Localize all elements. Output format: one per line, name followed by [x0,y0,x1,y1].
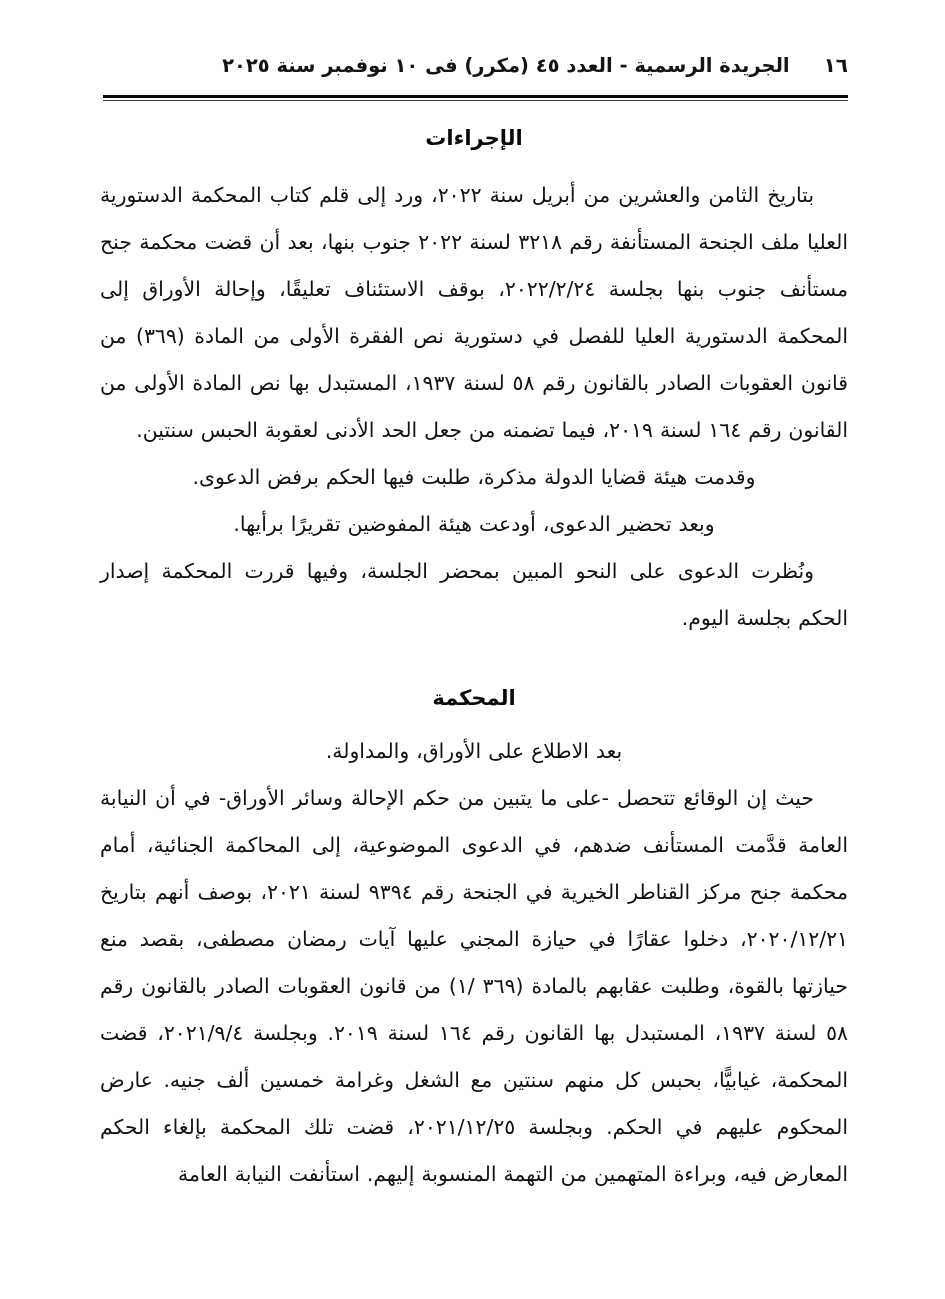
paragraph-procedures-2: وقدمت هيئة قضايا الدولة مذكرة، طلبت فيها الحكم برفض الدعوى. [192,465,756,489]
page-number: ١٦ [823,53,848,77]
paragraph-court-1: بعد الاطلاع على الأوراق، والمداولة. [325,739,623,763]
header-divider-rule [103,95,848,98]
section-heading-court: المحكمة [432,686,516,710]
gazette-issue-line: الجريدة الرسمية - العدد ٤٥ (مكرر) فى ١٠ نوفمبر سنة ٢٠٢٥ [222,53,790,77]
paragraph-procedures-3: وبعد تحضير الدعوى، أودعت هيئة المفوضين تقريرًا برأيها. [233,512,715,536]
document-body [100,118,848,1198]
section-heading-procedures: الإجراءات [425,126,523,150]
paragraph-procedures-4: ونُظرت الدعوى على النحو المبين بمحضر الجلسة، وفيها قررت المحكمة إصدار الحكم بجلسة اليوم. [100,559,848,630]
running-head [103,48,848,82]
paragraph-procedures-1: بتاريخ الثامن والعشرين من أبريل سنة ٢٠٢٢، ورد إلى قلم كتاب المحكمة الدستورية العليا ملف الجنحة المستأنفة رقم ٣٢١٨ لسنة ٢٠٢٢ جنوب بنها، بعد أن قضت محكمة جنح مستأنف جنوب بنها بجلسة ٢٠٢٢/٢/٢٤، بوقف الاستئناف تعليقًا، وإحالة الأوراق إلى المحكمة الدستورية العليا للفصل في دستورية نص الفقرة الأولى من المادة (٣٦٩) من قانون العقوبات الصادر بالقانون رقم ٥٨ لسنة ١٩٣٧، المستبدل بها نص المادة الأولى من القانون رقم ١٦٤ لسنة ٢٠١٩، فيما تضمنه من جعل الحد الأدنى لعقوبة الحبس سنتين. [100,183,849,442]
page-content-area [97,0,848,1299]
paragraph-court-2: حيث إن الوقائع تتحصل -على ما يتبين من حكم الإحالة وسائر الأوراق- في أن النيابة العامة قدَّمت المستأنف ضدهم، في الدعوى الموضوعية، إلى المحاكمة الجنائية، أمام محكمة جنح مركز القناطر الخيرية في الجنحة رقم ٩٣٩٤ لسنة ٢٠٢١، بوصف أنهم بتاريخ ٢٠٢٠/١٢/٢١، دخلوا عقارًا في حيازة المجني عليها آيات رمضان مصطفى، بقصد منع حيازتها بالقوة، وطلبت عقابهم بالمادة (٣٦٩ /١) من قانون العقوبات الصادر بالقانون رقم ٥٨ لسنة ١٩٣٧، المستبدل بها القانون رقم ١٦٤ لسنة ٢٠١٩. وبجلسة ٢٠٢١/٩/٤، قضت المحكمة، غيابيًّا، بحبس كل منهم سنتين مع الشغل وغرامة خمسين ألف جنيه. عارض المحكوم عليهم في الحكم. وبجلسة ٢٠٢١/١٢/٢٥، قضت تلك المحكمة بإلغاء الحكم المعارض فيه، وبراءة المتهمين من التهمة المنسوبة إليهم. استأنفت النيابة العامة [100,786,849,1186]
